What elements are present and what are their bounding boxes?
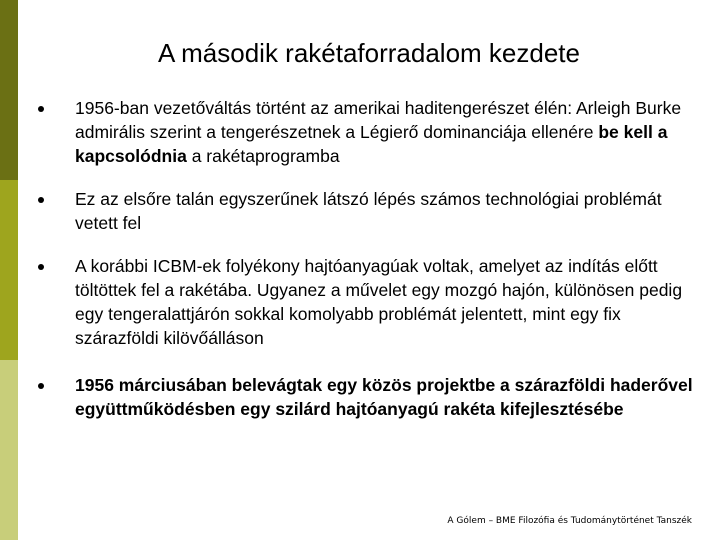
sidebar-segment-dark (0, 0, 18, 180)
bullet-item-1 (38, 96, 698, 168)
bullet-list (38, 96, 698, 440)
bullet-3-text: A korábbi ICBM-ek folyékony hajtóanyagúak voltak, amelyet az indítás előtt töltöttek fel a rakétába. Ugyanez a művelet egy mozgó hajón, különösen pedig egy tengeralattjárón sokkal komolyabb problémát jelentett, mint egy fix szárazföldi kilövőálláson (75, 256, 683, 348)
bullet-1-bold-text: be kell a kapcsolódnia (75, 122, 668, 166)
decorative-sidebar (0, 0, 18, 540)
bullet-1-text-end: a rakétaprogramba (186, 146, 340, 166)
bullet-item-4 (38, 373, 698, 421)
bullet-dot-icon (38, 264, 44, 270)
bullet-item-2 (38, 187, 698, 235)
slide-footer: A Gólem – BME Filozófia és Tudománytörténet Tanszék (447, 516, 692, 526)
bullet-2-text: Ez az elsőre talán egyszerűnek látszó lépés számos technológiai problémát vetett fel (75, 189, 662, 233)
bullet-dot-icon (38, 383, 44, 389)
bullet-dot-icon (38, 106, 44, 112)
sidebar-segment-light (0, 360, 18, 540)
bullet-dot-icon (38, 197, 44, 203)
bullet-4-bold-text: 1956 márciusában belevágtak egy közös projektbe a szárazföldi haderővel együttműködésben egy szilárd hajtóanyagú rakéta kifejlesztésébe (75, 375, 693, 419)
sidebar-segment-mid (0, 180, 18, 360)
bullet-item-3 (38, 254, 698, 350)
bullet-1-text: 1956-ban vezetőváltás történt az amerikai haditengerészet élén: Arleigh Burke admirális szerint a tengerészetnek a Légierő dominanciája ellenére (75, 98, 682, 142)
slide-title: A második rakétaforradalom kezdete (158, 38, 580, 68)
